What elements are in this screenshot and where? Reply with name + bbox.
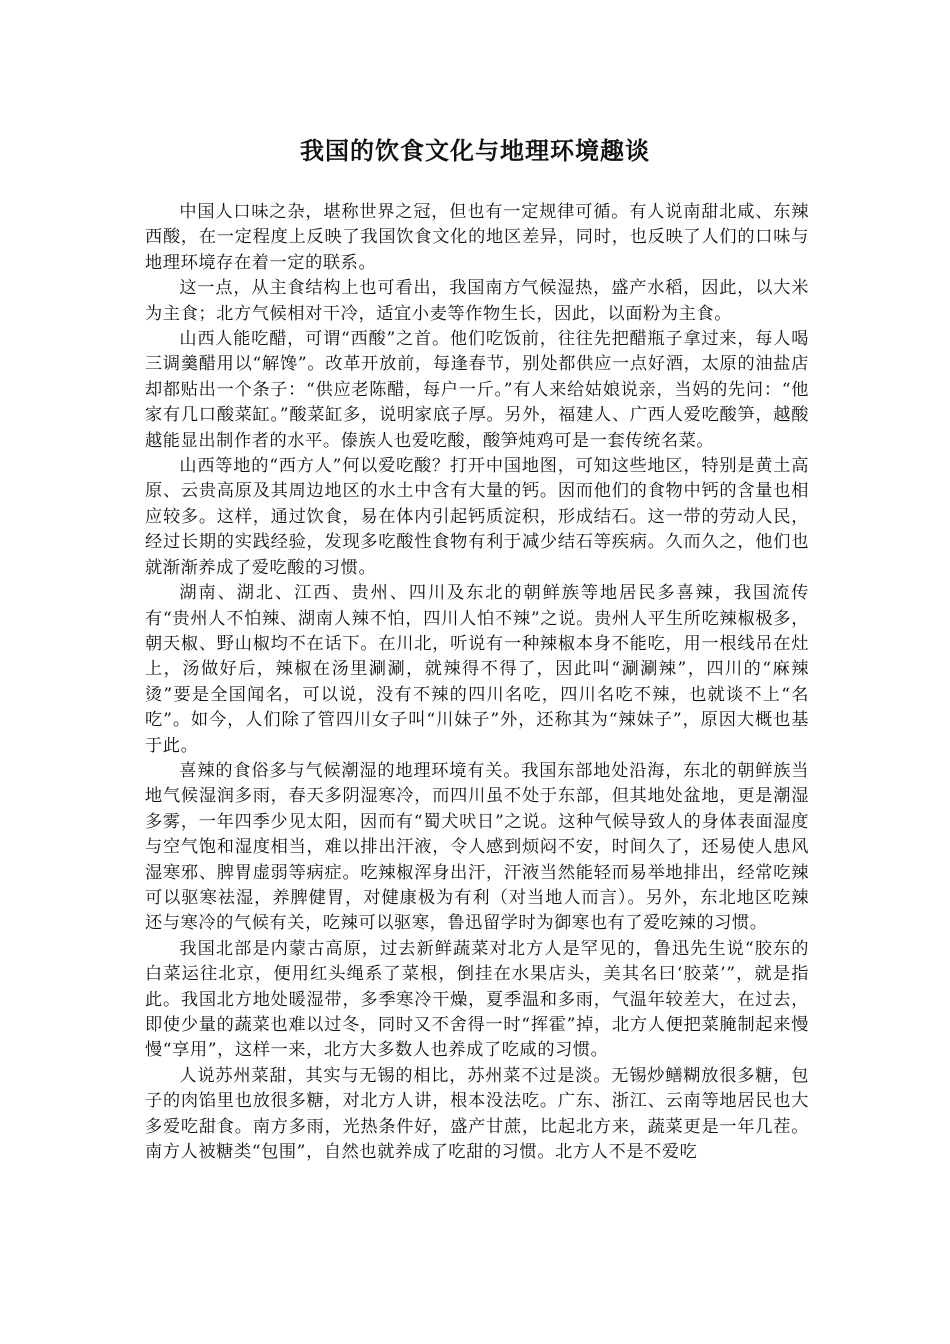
document-title: 我国的饮食文化与地理环境趣谈	[300, 137, 650, 165]
paragraph-7: 我国北部是内蒙古高原，过去新鲜蔬菜对北方人是罕见的，鲁迅先生说“胶东的白菜运往北京，便用红头绳系了菜根，倒挂在水果店头，美其名曰‘胶菜’”，就是指此。我国北方地处暖湿带，多季寒冷干燥，夏季温和多雨，气温年较差大，在过去，即使少量的蔬菜也难以过冬，同时又不舍得一时“挥霍”掉，北方人便把菜腌制起来慢慢“享用”，这样一来，北方大多数人也养成了吃咸的习惯。	[145, 938, 809, 1061]
paragraph-1: 中国人口味之杂，堪称世界之冠，但也有一定规律可循。有人说南甜北咸、东辣西酸，在一定程度上反映了我国饮食文化的地区差异，同时，也反映了人们的口味与地理环境存在着一定的联系。	[145, 202, 809, 273]
paragraph-4: 山西等地的“西方人”何以爱吃酸？打开中国地图，可知这些地区，特别是黄土高原、云贵高原及其周边地区的水土中含有大量的钙。因而他们的食物中钙的含量也相应较多。这样，通过饮食，易在体内引起钙质淀积，形成结石。这一带的劳动人民，经过长期的实践经验，发现多吃酸性食物有利于减少结石等疾病。久而久之，他们也就渐渐养成了爱吃酸的习惯。	[145, 456, 809, 578]
paragraph-3: 山西人能吃醋，可谓“西酸”之首。他们吃饭前，往往先把醋瓶子拿过来，每人喝三调羹醋用以“解馋”。改革开放前，每逢春节，别处都供应一点好酒，太原的油盐店却都贴出一个条子：“供应老陈醋，每户一斤。”有人来给姑娘说亲，当妈的先问：“他家有几口酸菜缸。”酸菜缸多，说明家底子厚。另外，福建人、广西人爱吃酸笋，越酸越能显出制作者的水平。傣族人也爱吃酸，酸笋炖鸡可是一套传统名菜。	[145, 329, 809, 451]
document-body	[145, 200, 809, 1165]
paragraph-6: 喜辣的食俗多与气候潮湿的地理环境有关。我国东部地处沿海，东北的朝鲜族当地气候湿润多雨，春天多阴湿寒冷，而四川虽不处于东部，但其地处盆地，更是潮湿多雾，一年四季少见太阳，因而有“蜀犬吠日”之说。这种气候导致人的身体表面湿度与空气饱和湿度相当，难以排出汗液，令人感到烦闷不安，时间久了，还易使人患风湿寒邪、脾胃虚弱等病症。吃辣椒浑身出汗，汗液当然能轻而易举地排出，经常吃辣可以驱寒祛湿，养脾健胃，对健康极为有利（对当地人而言）。另外，东北地区吃辣还与寒冷的气候有关，吃辣可以驱寒，鲁迅留学时为御寒也有了爱吃辣的习惯。	[145, 760, 809, 934]
paragraph-5: 湖南、湖北、江西、贵州、四川及东北的朝鲜族等地居民多喜辣，我国流传有“贵州人不怕辣、湖南人辣不怕，四川人怕不辣”之说。贵州人平生所吃辣椒极多，朝天椒、野山椒均不在话下。在川北，听说有一种辣椒本身不能吃，用一根线吊在灶上，汤做好后，辣椒在汤里涮涮，就辣得不得了，因此叫“涮涮辣”，四川的“麻辣烫”要是全国闻名，可以说，没有不辣的四川名吃，四川名吃不辣，也就谈不上“名吃”。如今，人们除了管四川女子叫“川妹子”外，还称其为“辣妹子”，原因大概也基于此。	[145, 583, 809, 756]
paragraph-2: 这一点，从主食结构上也可看出，我国南方气候湿热，盛产水稻，因此，以大米为主食；北方气候相对干冷，适宜小麦等作物生长，因此，以面粉为主食。	[145, 278, 809, 324]
paragraph-8: 人说苏州菜甜，其实与无锡的相比，苏州菜不过是淡。无锡炒鳝糊放很多糖，包子的肉馅里也放很多糖，对北方人讲，根本没法吃。广东、浙江、云南等地居民也大多爱吃甜食。南方多雨，光热条件好，盛产甘蔗，比起北方来，蔬菜更是一年几茬。南方人被糖类“包围”，自然也就养成了吃甜的习惯。北方人不是不爱吃	[145, 1065, 809, 1163]
